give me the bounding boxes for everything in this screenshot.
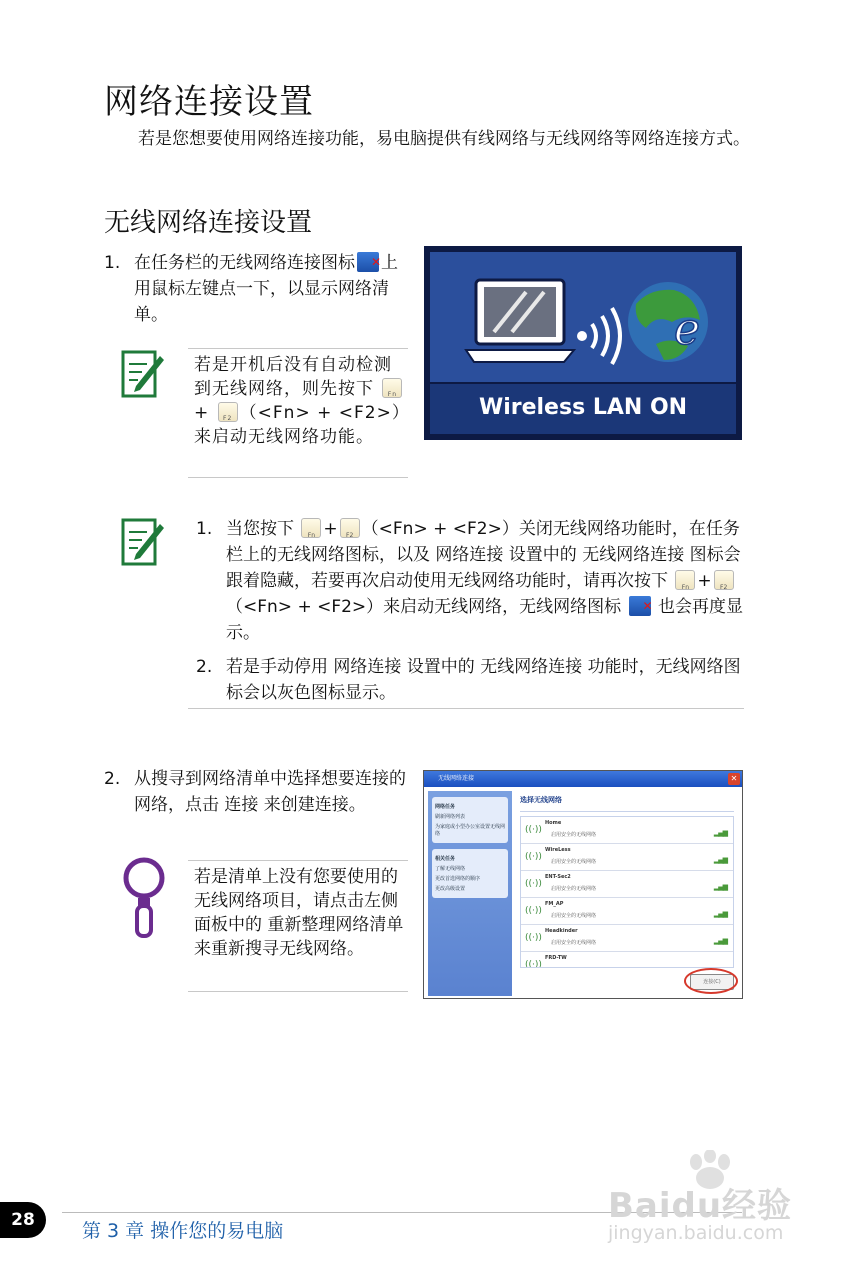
f2-key-label: F2 — [223, 415, 233, 422]
note-2-item-1-d: 也会再度显示。 — [226, 597, 743, 643]
network-security: 启用安全的无线网络 — [551, 832, 597, 838]
note-2-plus: + — [323, 519, 338, 539]
note-2-item-2-number: 2. — [196, 657, 213, 677]
network-security: 启用安全的无线网络 — [551, 859, 597, 865]
network-name: Home — [545, 820, 562, 826]
refresh-network-list-link[interactable]: 刷新网络列表 — [435, 814, 466, 820]
note-1-plus: + — [194, 403, 210, 423]
note-2-item-1 — [226, 516, 746, 646]
step-2-number: 2. — [104, 769, 121, 789]
dialog-main-title: 选择无线网络 — [520, 796, 562, 804]
note-3 — [118, 856, 410, 994]
network-list-item[interactable] — [521, 844, 733, 871]
network-name: FRD-TW — [545, 955, 567, 961]
wireless-lan-on-image — [424, 246, 742, 440]
dialog-main — [516, 791, 738, 994]
fn-key-icon — [301, 518, 321, 538]
network-list-item[interactable] — [521, 952, 733, 968]
note-2-item-1-c: （<Fn> + <F2>）来启动无线网络，无线网络图标 — [226, 597, 622, 617]
wlan-image-body — [430, 252, 736, 434]
fn-key-label: Fn — [387, 391, 398, 398]
step-1 — [104, 250, 414, 330]
note-1-text — [188, 349, 408, 449]
f2-key-icon — [340, 518, 360, 538]
f2-key-label: F2 — [720, 584, 728, 591]
note-1-text-b: （<Fn> + <F2>）来启动无线网络功能。 — [194, 403, 402, 447]
sidebar-network-tasks — [432, 797, 508, 843]
sidebar-heading: 相关任务 — [435, 856, 456, 862]
sidebar-related-tasks — [432, 849, 508, 898]
wlan-label: Wireless LAN ON — [430, 382, 736, 434]
network-list-item[interactable] — [521, 817, 733, 844]
f2-key-icon — [218, 402, 238, 422]
fn-key-label: Fn — [307, 532, 316, 539]
network-name: WireLess — [545, 847, 571, 853]
page-title: 网络连接设置 — [104, 82, 314, 122]
magnifier-tip-icon — [120, 856, 170, 940]
note-2-item-1-b: （<Fn> + <F2>）关闭无线网络功能时，在任务栏上的无线网络图标，以及 网络连接 设置中的 无线网络连接 图标会跟着隐藏，若要再次启动使用无线网络功能时，请再次按下 — [226, 519, 741, 591]
section-title: 无线网络连接设置 — [104, 208, 313, 238]
dialog-sidebar — [428, 791, 512, 996]
chapter-title: 第 3 章 操作您的易电脑 — [82, 1220, 284, 1242]
wireless-tray-icon — [357, 252, 379, 272]
step-1-text-b: 上用鼠标左键点一下，以显示网络清单。 — [134, 253, 398, 325]
network-list-item[interactable] — [521, 898, 733, 925]
note-pencil-icon — [120, 346, 164, 402]
step-2 — [104, 766, 414, 846]
step-1-text-a: 在任务栏的无线网络连接图标 — [134, 253, 355, 273]
intro-paragraph: 若是您想要使用网络连接功能，易电脑提供有线网络与无线网络等网络连接方式。 — [138, 129, 750, 149]
note-2-plus: + — [697, 571, 712, 591]
sidebar-heading: 网络任务 — [435, 804, 456, 810]
note-2-item-2: 若是手动停用 网络连接 设置中的 无线网络连接 功能时，无线网络图标会以灰色图标显示。 — [226, 657, 741, 703]
page-number: 28 — [0, 1202, 46, 1238]
antenna-icon: ((·)) — [525, 825, 542, 835]
note-3-box — [188, 860, 408, 992]
wireless-tray-icon — [629, 596, 651, 616]
fn-key-label: Fn — [681, 584, 690, 591]
antenna-icon: ((·)) — [525, 879, 542, 889]
signal-icon: ▂▄▆ — [713, 856, 727, 864]
wireless-network-dialog-screenshot — [423, 770, 743, 999]
antenna-icon: ((·)) — [525, 933, 542, 943]
network-security: 启用安全的无线网络 — [551, 940, 597, 946]
step-1-text — [134, 250, 412, 328]
laptop-wifi-globe-icon — [460, 274, 720, 374]
network-security: 启用安全的无线网络 — [551, 913, 597, 919]
network-name: Headkinder — [545, 928, 578, 934]
signal-icon: ▂▄▆ — [713, 829, 727, 837]
network-security: 启用安全的无线网络 — [551, 886, 597, 892]
setup-network-link[interactable]: 为家庭或小型办公室设置无线网络 — [435, 824, 506, 837]
network-list — [520, 816, 734, 968]
highlight-ellipse — [684, 968, 738, 994]
step-2-text: 从搜寻到网络清单中选择想要连接的网络，点击 连接 来创建连接。 — [134, 769, 406, 815]
network-list-item[interactable] — [521, 925, 733, 952]
note-3-text: 若是清单上没有您要使用的无线网络项目，请点击左侧面板中的 重新整理网络清单 来重新搜寻无线网络。 — [194, 867, 404, 959]
network-name: FM_AP — [545, 901, 564, 907]
note-2 — [118, 508, 744, 712]
divider — [520, 811, 734, 812]
signal-icon: ▂▄▆ — [713, 910, 727, 918]
note-2-box — [188, 508, 744, 709]
network-name: ENT-Sec2 — [545, 874, 571, 880]
close-icon[interactable]: ✕ — [728, 773, 740, 785]
fn-key-icon — [382, 378, 402, 398]
note-pencil-icon — [120, 514, 164, 570]
baidu-watermark — [608, 1150, 798, 1250]
antenna-icon: ((·)) — [525, 960, 542, 968]
f2-key-label: F2 — [346, 532, 354, 539]
note-2-item-1-a: 当您按下 — [226, 519, 294, 539]
note-1-box — [188, 348, 408, 478]
connect-button[interactable]: 连接(C) — [690, 974, 734, 990]
note-1-text-a: 若是开机后没有自动检测到无线网络，则先按下 — [194, 355, 392, 399]
signal-icon: ▂▄▆ — [713, 883, 727, 891]
antenna-icon: ((·)) — [525, 906, 542, 916]
signal-icon: ▂▄▆ — [713, 937, 727, 945]
dialog-titlebar — [424, 771, 742, 787]
step-1-number: 1. — [104, 253, 121, 273]
note-1 — [118, 342, 410, 480]
note-2-item-1-number: 1. — [196, 519, 213, 539]
svg-text:e: e — [674, 304, 701, 355]
antenna-icon: ((·)) — [525, 852, 542, 862]
watermark-url: jingyan.baidu.com — [608, 1222, 784, 1244]
change-order-link[interactable]: 更改首选网络的顺序 — [435, 876, 481, 882]
f2-key-icon — [714, 570, 734, 590]
fn-key-icon — [675, 570, 695, 590]
learn-wireless-link[interactable]: 了解无线网络 — [435, 866, 466, 872]
watermark-text: Baidu经验 — [608, 1186, 793, 1226]
advanced-settings-link[interactable]: 更改高级设置 — [435, 886, 466, 892]
network-list-item[interactable] — [521, 871, 733, 898]
dialog-title: 无线网络连接 — [438, 775, 475, 782]
